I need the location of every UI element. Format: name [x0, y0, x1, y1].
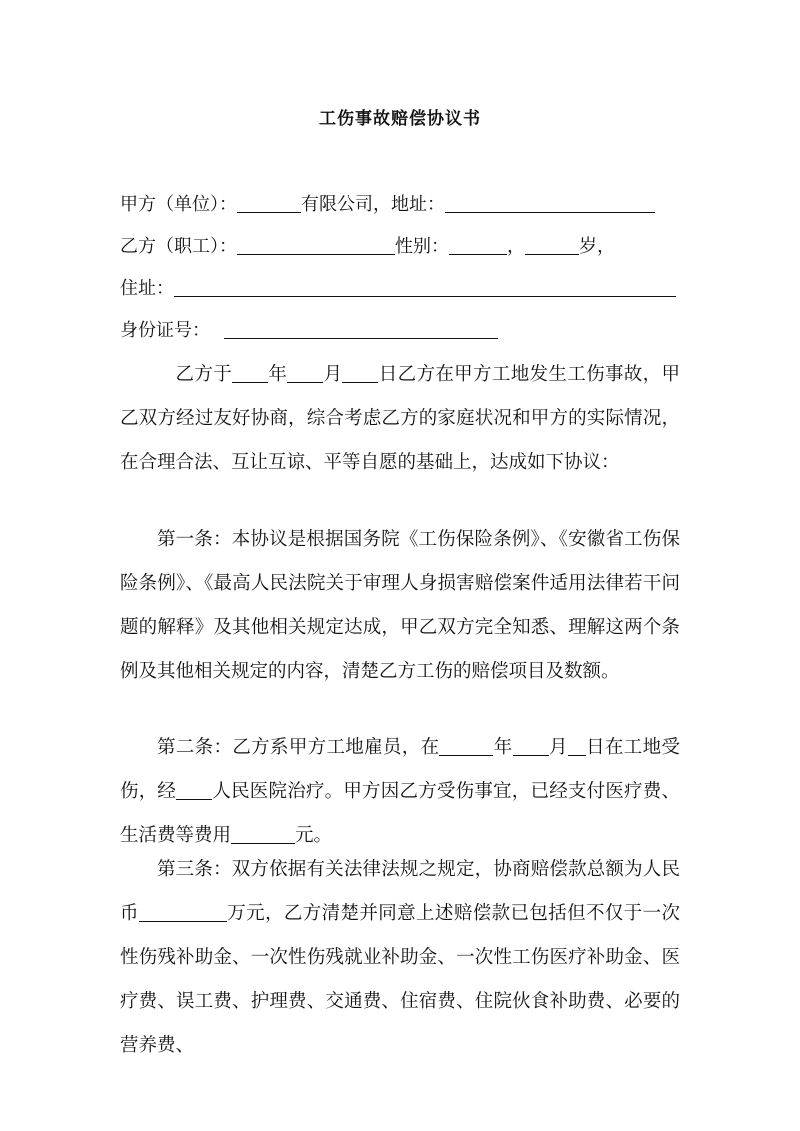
- article-3-prefix: 第三条：双方依据有关法律法规之规定，协商赔偿款总额为人民币: [120, 859, 680, 924]
- intro-month: 月: [323, 364, 343, 385]
- id-line: [120, 318, 680, 344]
- article-3: [120, 848, 680, 1068]
- article-2-hospital-blank[interactable]: [176, 779, 212, 800]
- intro-prefix: 乙方于: [175, 364, 233, 385]
- article-2: [120, 726, 680, 858]
- article-2-prefix: 第二条：乙方系甲方工地雇员，在: [157, 737, 440, 758]
- party-a-company-suffix: 有限公司，地址：: [301, 194, 445, 215]
- intro-text: 日乙方在甲方工地发生工伤事故，甲乙双方经过友好协商，综合考虑乙方的家庭状况和甲方的实际情况，在合理合法、互让互谅、平等自愿的基础上，达成如下协议：: [120, 364, 680, 473]
- id-label: 身份证号：: [120, 320, 210, 341]
- article-2-year-blank[interactable]: [439, 735, 493, 756]
- party-b-age-blank[interactable]: [525, 234, 579, 255]
- party-b-line: [120, 234, 680, 260]
- party-a-line: [120, 192, 680, 218]
- party-b-label: 乙方（职工）：: [120, 236, 237, 257]
- address-blank[interactable]: [174, 276, 676, 297]
- party-b-name-blank[interactable]: [237, 234, 395, 255]
- party-b-comma: ，: [507, 236, 525, 257]
- article-2-day-blank[interactable]: [568, 735, 586, 756]
- party-b-age-suffix: 岁，: [579, 236, 615, 257]
- id-number-blank[interactable]: [224, 318, 498, 339]
- article-2-day-text: 日在工地受伤，经: [120, 737, 680, 802]
- article-2-hospital-text: 人民医院治疗。甲方因乙方受伤事宜，已经支付医疗费、生活费等费用: [120, 781, 680, 846]
- intro-month-blank[interactable]: [287, 362, 323, 383]
- address-label: 住址：: [120, 278, 174, 299]
- address-line: [120, 276, 680, 302]
- intro-day-blank[interactable]: [342, 362, 378, 383]
- party-b-gender-blank[interactable]: [449, 234, 507, 255]
- party-a-label: 甲方（单位）：: [120, 194, 237, 215]
- party-b-gender-label: 性别：: [395, 236, 449, 257]
- article-2-amount-blank[interactable]: [231, 823, 295, 844]
- intro-year-blank[interactable]: [232, 362, 268, 383]
- article-2-month: 月: [548, 737, 568, 758]
- intro-paragraph: [120, 353, 680, 485]
- article-2-month-blank[interactable]: [513, 735, 549, 756]
- article-3-rest: 万元，乙方清楚并同意上述赔偿款已包括但不仅于一次性伤残补助金、一次性伤残就业补助金、一次性工伤医疗补助金、医疗费、误工费、护理费、交通费、住宿费、住院伙食补助费、必要的营养费、: [120, 903, 680, 1056]
- party-a-address-blank[interactable]: [445, 192, 655, 213]
- article-1: 第一条：本协议是根据国务院《工伤保险条例》、《安徽省工伤保险条例》、《最高人民法院关于审理人身损害赔偿案件适用法律若干问题的解释》及其他相关规定达成，甲乙双方完全知悉、理解这两个条例及其他相关规定的内容，清楚乙方工伤的赔偿项目及数额。: [120, 529, 680, 682]
- intro-year: 年: [268, 364, 288, 385]
- article-2-year: 年: [493, 737, 513, 758]
- article-2-unit: 元。: [295, 825, 333, 846]
- document-title: 工伤事故赔偿协议书: [319, 109, 481, 129]
- article-3-amount-blank[interactable]: [139, 901, 227, 922]
- party-a-name-blank[interactable]: [237, 192, 301, 213]
